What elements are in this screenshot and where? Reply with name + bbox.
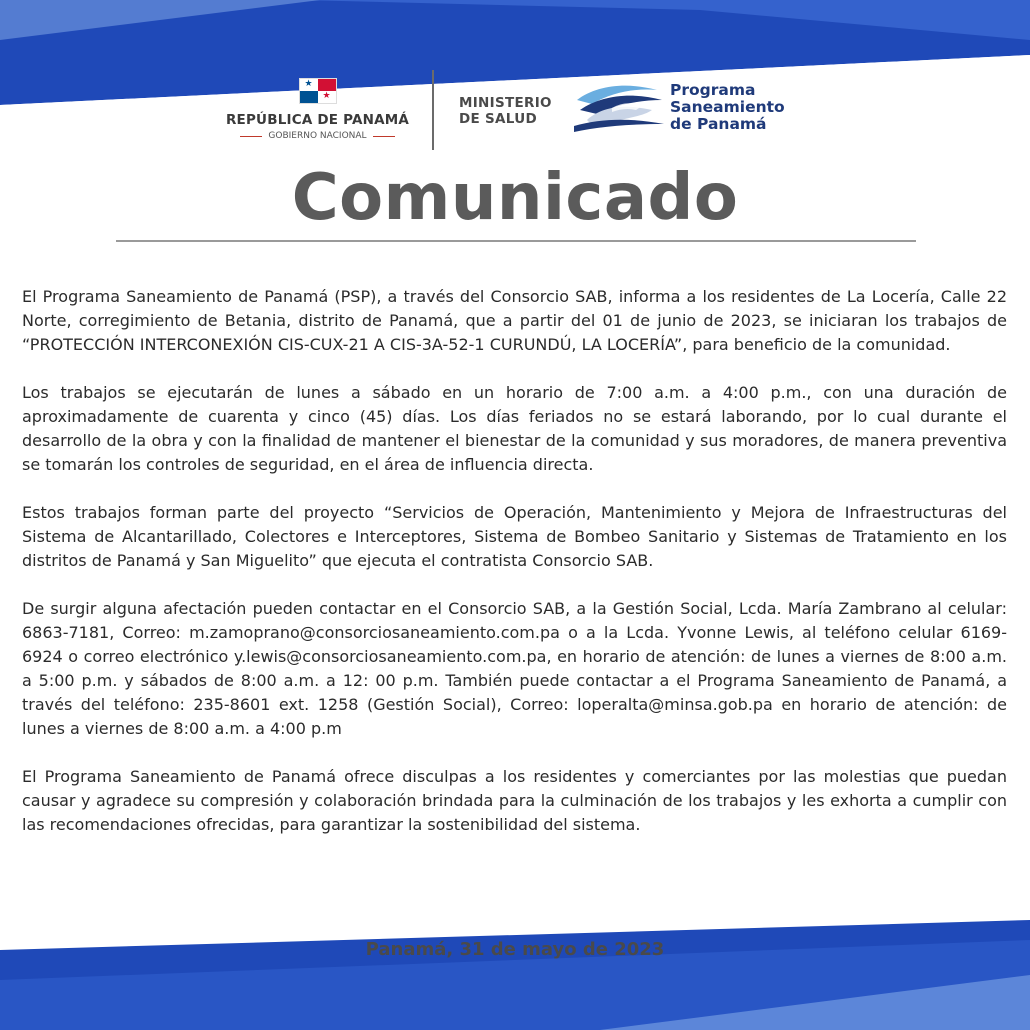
title-underline xyxy=(116,240,916,242)
government-subtitle xyxy=(220,131,415,141)
header-logos xyxy=(0,70,1030,155)
communique-date: Panamá, 31 de mayo de 2023 xyxy=(365,939,665,960)
program-title xyxy=(670,82,785,133)
program-line-2: Saneamiento xyxy=(670,98,785,116)
paragraph-apology: El Programa Saneamiento de Panamá ofrece disculpas a los residentes y comerciantes por las molestias que puedan causar y agradece su compresión y colaboración brindada para la culminación de los trabajos y les exhorta a cumplir con las recomendaciones ofrecidas, para garantizar la sostenibilidad del sistema. xyxy=(22,767,1007,834)
communique-body xyxy=(22,285,1007,861)
dolphin-logo-icon xyxy=(572,80,667,135)
paragraph-contact: De surgir alguna afectación pueden contactar en el Consorcio SAB, a la Gestión Social, Lcda. María Zambrano al celular: 6863-7181, Correo: m.zamoprano@consorciosaneamiento.com.pa o a la Lcda. Yvonne Lewis, al teléfono celular 6169-6924 o correo electrónico y.lewis@consorciosaneamiento.com.pa, en horario de atención: de lunes a viernes de 8:00 a.m. a 5:00 p.m. y sábados de 8:00 a.m. a 12: 00 p.m. También puede contactar a el Programa Saneamiento de Panamá, a través del teléfono: 235-8601 ext. 1258 (Gestión Social), Correo: loperalta@minsa.gob.pa en horario de atención: de lunes a viernes de 8:00 a.m. a 4:00 p.m xyxy=(22,599,1007,738)
bottom-wave-band xyxy=(0,920,1030,1030)
header-divider xyxy=(432,70,434,150)
ministry-line-1: MINISTERIO xyxy=(459,95,552,111)
paragraph-project: Estos trabajos forman parte del proyecto “Servicios de Operación, Mantenimiento y Mejora de Infraestructuras del Sistema de Alcantarillado, Colectores e Interceptores, Sistema de Bombeo Sanitario y Sistemas de Tratamiento en los distritos de Panamá y San Miguelito” que ejecuta el contratista Consorcio SAB. xyxy=(22,503,1007,570)
page-title: Comunicado xyxy=(291,161,739,235)
government-label: GOBIERNO NACIONAL xyxy=(268,131,367,141)
paragraph-schedule: Los trabajos se ejecutarán de lunes a sábado en un horario de 7:00 a.m. a 4:00 p.m., con una duración de aproximadamente de cuarenta y cinco (45) días. Los días feriados no se estará laborando, por lo cual durante el desarrollo de la obra y con la finalidad de mantener el bienestar de la comunidad y sus moradores, de manera preventiva se tomarán los controles de seguridad, en el área de influencia directa. xyxy=(22,383,1007,474)
program-line-3: de Panamá xyxy=(670,115,767,133)
republic-title: REPÚBLICA DE PANAMÁ xyxy=(225,112,410,128)
program-line-1: Programa xyxy=(670,81,756,99)
republic-logo xyxy=(220,78,415,141)
paragraph-intro: El Programa Saneamiento de Panamá (PSP), a través del Consorcio SAB, informa a los residentes de La Locería, Calle 22 Norte, corregimiento de Betania, distrito de Panamá, que a partir del 01 de junio de 2023, se iniciaran los trabajos de “PROTECCIÓN INTERCONEXIÓN CIS-CUX-21 A CIS-3A-52-1 CURUNDÚ, LA LOCERÍA”, para beneficio de la comunidad. xyxy=(22,287,1007,354)
ministry-logo xyxy=(459,95,552,127)
ministry-line-2: DE SALUD xyxy=(459,111,537,127)
panama-flag-icon: ★ ★ xyxy=(299,78,337,104)
